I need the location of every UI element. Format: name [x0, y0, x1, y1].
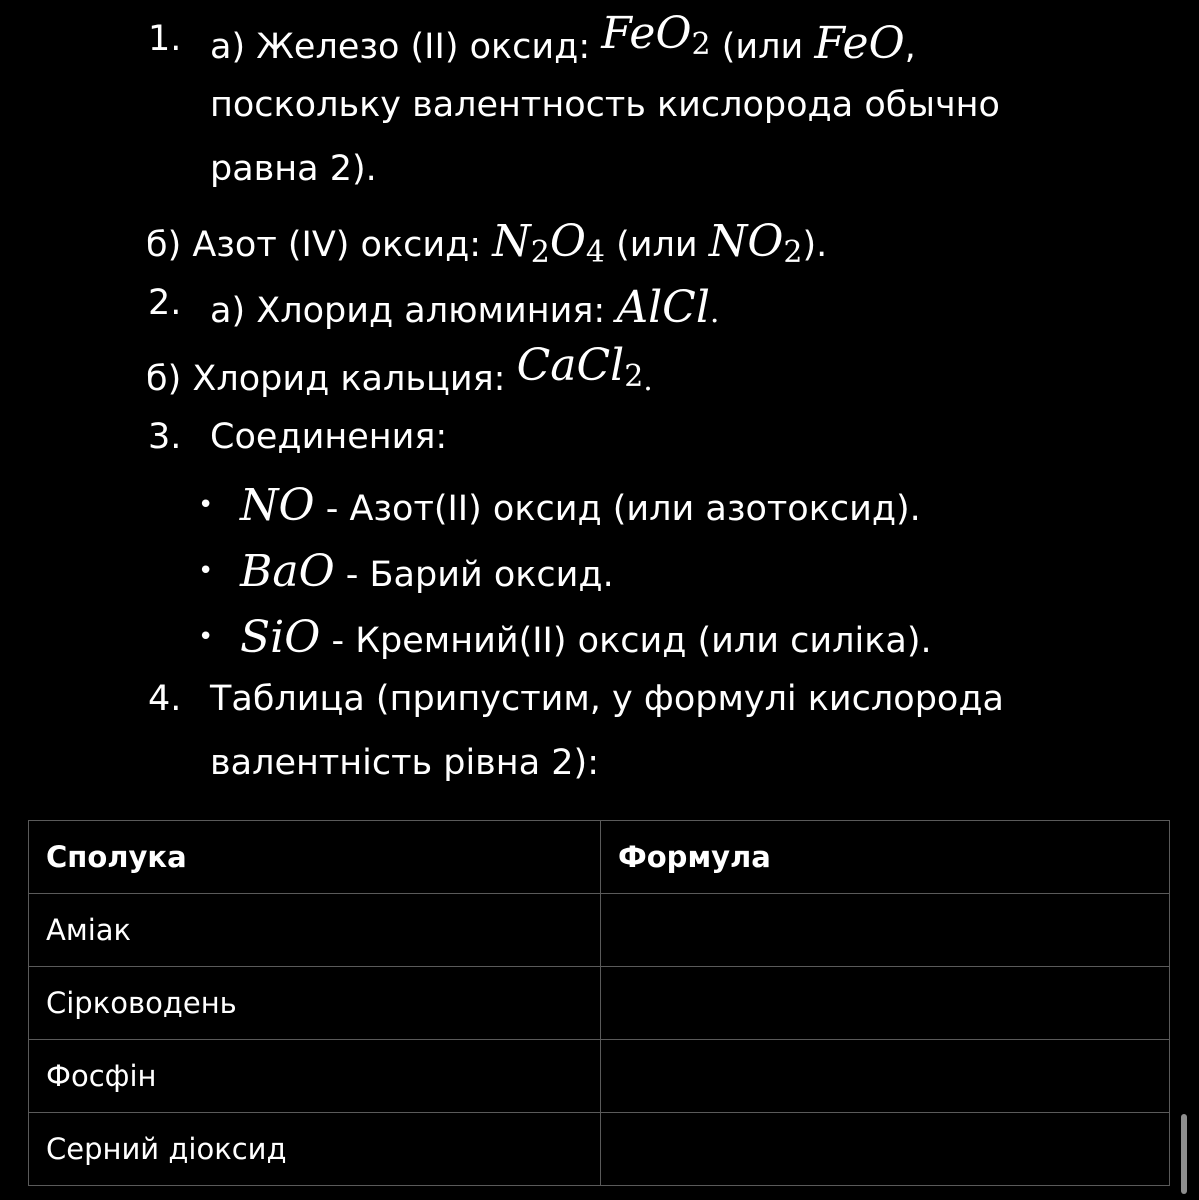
item-1a-line2: поскольку валентность кислорода обычно [210, 85, 1000, 125]
table-cell-compound: Аміак [29, 894, 601, 967]
table-row [29, 967, 1170, 1040]
formula-n2o4-sub2: 4 [585, 235, 605, 270]
item-2b-dot: . [643, 363, 653, 398]
item-1a-or: (или [721, 27, 804, 67]
bullet-item-3 [240, 612, 932, 663]
table-header-formula: Формула [601, 821, 1170, 894]
list-number-1: 1. [148, 19, 182, 59]
formula-cacl2 [516, 340, 644, 394]
formula-n2o4-o: O [549, 216, 586, 267]
bullet-text-3: - Кремний(II) оксид (или силіка). [331, 621, 932, 661]
item-2b-prefix: б) Хлорид кальция: [146, 359, 506, 399]
item-2a-dot: . [709, 295, 720, 330]
item-1b-prefix: б) Азот (IV) оксид: [146, 225, 482, 265]
formula-sio: SiO [240, 612, 321, 663]
item-2b-line [146, 340, 653, 399]
formula-no2-sub: 2 [783, 235, 803, 270]
bullet-item-2 [240, 546, 614, 597]
bullet-icon: • [198, 622, 214, 652]
formula-no2-main: NO [708, 216, 784, 267]
bullet-text-2: - Барий оксид. [345, 555, 614, 595]
item-4-line1: Таблица (припустим, у формулі кислорода [210, 679, 1004, 719]
item-1b-line [146, 216, 828, 270]
bullet-item-1 [240, 480, 921, 531]
formula-n2o4 [492, 216, 605, 270]
table-row [29, 1113, 1170, 1186]
item-1a-comma: , [904, 27, 916, 67]
formula-feo2-sub: 2 [691, 27, 711, 62]
table-row [29, 894, 1170, 967]
item-4-line2: валентність рівна 2): [210, 743, 599, 783]
formula-alcl: AlCl [616, 282, 710, 333]
list-number-4: 4. [148, 679, 182, 719]
table-header-row [29, 821, 1170, 894]
bullet-icon: • [198, 556, 214, 586]
item-1a-line [210, 8, 916, 69]
list-number-2: 2. [148, 283, 182, 323]
formula-bao: BaO [240, 546, 335, 597]
item-2a-line [210, 282, 720, 333]
formula-feo: FeO [814, 18, 905, 69]
item-1a-line3: равна 2). [210, 149, 377, 189]
table-header-compound: Сполука [29, 821, 601, 894]
vertical-scrollbar[interactable] [1181, 1114, 1187, 1194]
table-cell-formula [601, 894, 1170, 967]
list-number-3: 3. [148, 417, 182, 457]
table-cell-compound: Фосфін [29, 1040, 601, 1113]
item-1b-or: (или [616, 225, 698, 265]
formula-feo2 [601, 8, 711, 62]
compounds-table [28, 820, 1170, 1186]
table-cell-formula [601, 1113, 1170, 1186]
formula-cacl2-main: CaCl [516, 340, 625, 391]
bullet-text-1: - Азот(II) оксид (или азотоксид). [325, 489, 921, 529]
formula-no: NO [240, 480, 315, 531]
item-1b-suffix: ). [802, 225, 828, 265]
formula-feo2-main: FeO [601, 8, 692, 59]
bullet-icon: • [198, 490, 214, 520]
table-row [29, 1040, 1170, 1113]
table-cell-compound: Серний діоксид [29, 1113, 601, 1186]
formula-n2o4-n: N [492, 216, 531, 267]
item-2a-prefix: а) Хлорид алюминия: [210, 291, 606, 331]
formula-cacl2-sub: 2 [624, 359, 644, 394]
item-1a-prefix: а) Железо (II) оксид: [210, 27, 591, 67]
table-cell-compound: Сірководень [29, 967, 601, 1040]
table-cell-formula [601, 1040, 1170, 1113]
formula-no2 [708, 216, 803, 270]
table-cell-formula [601, 967, 1170, 1040]
item-3-title: Соединения: [210, 417, 448, 457]
formula-n2o4-sub1: 2 [530, 235, 550, 270]
